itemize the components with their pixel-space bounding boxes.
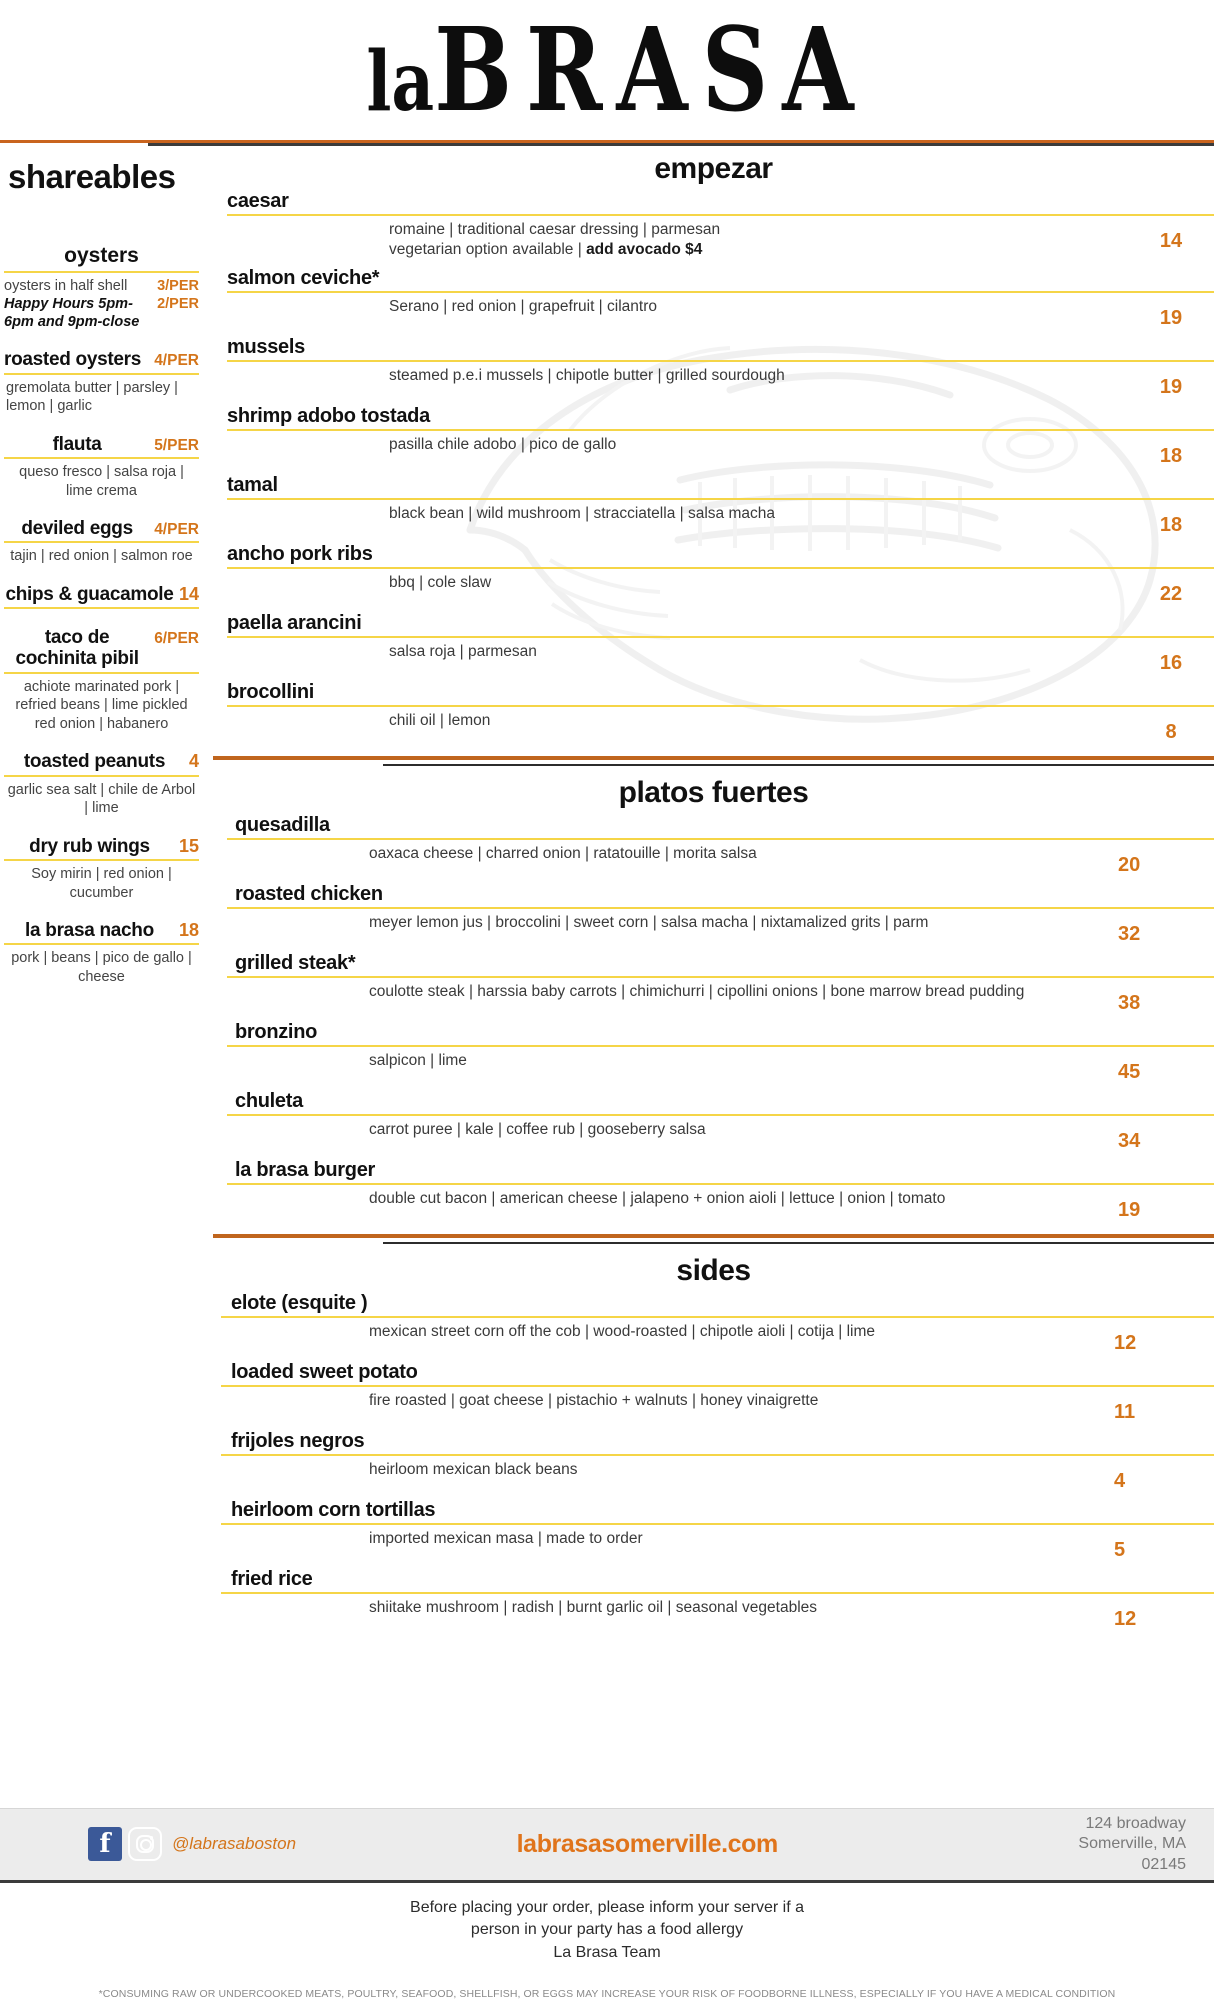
section-title-empezar: empezar [654, 152, 773, 185]
menu-item-price: 34 [1118, 1129, 1141, 1152]
section-title-sides: sides [676, 1253, 751, 1287]
menu-item-body [213, 216, 1214, 267]
menu-item [213, 405, 1214, 474]
menu-item-body [213, 1525, 1214, 1568]
menu-item-name: ancho pork ribs [227, 542, 373, 565]
menu-item-body [213, 569, 1214, 612]
menu-list-empezar [213, 190, 1214, 750]
shareable-price: 5/PER [154, 436, 199, 454]
shareable-description: Soy mirin | red onion | cucumber [31, 865, 172, 901]
menu-item-name: salmon ceviche* [227, 266, 380, 289]
menu-item-body [213, 1185, 1214, 1228]
menu-item-price: 14 [1159, 230, 1183, 252]
address-line-2: Somerville, MA [1078, 1835, 1186, 1853]
menu-item-description: salsa roja | parmesan [389, 642, 537, 660]
menu-item [213, 1090, 1214, 1159]
shareables-list [4, 349, 199, 986]
menu-item-body [213, 1456, 1214, 1499]
shareable-name: la brasa nacho [25, 920, 154, 942]
shareable-price: 4/PER [154, 352, 199, 370]
shareable-name: roasted oysters [4, 349, 142, 371]
menu-item-name: mussels [227, 335, 305, 358]
list-item [4, 518, 199, 566]
list-item [4, 349, 199, 415]
raw-food-disclaimer: *CONSUMING RAW OR UNDERCOOKED MEATS, POULTRY, SEAFOOD, SHELLFISH, OR EGGS MAY INCREASE YOUR RISK OF FOODBORNE ILLNESS, ESPECIALLY IF YOU HAVE A MEDICAL CONDITION [98, 1988, 1116, 2000]
menu-item-body [213, 638, 1214, 681]
menu-item-body [213, 362, 1214, 405]
menu-item-description: carrot puree | kale | coffee rub | gooseberry salsa [369, 1120, 706, 1138]
menu-item-description: coulotte steak | harssia baby carrots | chimichurri | cipollini onions | bone marrow bread pudding [369, 982, 1025, 1000]
menu-item-addon: add avocado $4 [586, 241, 703, 259]
menu-item-body [213, 1387, 1214, 1430]
menu-item-description: heirloom mexican black beans [369, 1460, 578, 1478]
shareable-header [4, 584, 199, 609]
shareable-price: 6/PER [154, 630, 199, 648]
menu-item-body [213, 431, 1214, 474]
menu-item-price: 16 [1159, 651, 1183, 674]
menu-item [213, 1021, 1214, 1090]
menu-item-price: 4 [1114, 1469, 1126, 1492]
menu-item-description: oaxaca cheese | charred onion | ratatouille | morita salsa [369, 844, 757, 862]
menu-item-body [213, 1047, 1214, 1090]
menu-item-description: meyer lemon jus | broccolini | sweet corn | salsa macha | nixtamalized grits | parm [369, 913, 929, 931]
menu-body [0, 146, 1214, 1637]
menu-item-body [213, 293, 1214, 336]
menu-item-name: quesadilla [235, 813, 330, 836]
shareable-price: 18 [178, 920, 199, 941]
menu-item-name: grilled steak* [235, 951, 356, 974]
address-line-1: 124 broadway [1085, 1814, 1186, 1832]
shareable-description: garlic sea salt | chile de Arbol | lime [7, 781, 196, 817]
menu-item [213, 1159, 1214, 1228]
menu-item-price: 12 [1114, 1607, 1137, 1630]
shareable-price: 15 [178, 835, 199, 856]
menu-list-sides [213, 1292, 1214, 1637]
menu-item-name: roasted chicken [235, 882, 383, 905]
shareable-price: 4 [188, 751, 199, 772]
menu-item [213, 952, 1214, 1021]
shareable-description: gremolata butter | parsley | lemon | garlic [6, 379, 178, 415]
menu-item-price: 22 [1159, 582, 1183, 605]
menu-item [213, 1361, 1214, 1430]
menu-item-body [213, 707, 1214, 750]
shareable-header [4, 434, 199, 459]
menu-item-name: bronzino [235, 1020, 318, 1043]
restaurant-address [1078, 1814, 1214, 1875]
menu-item-name: loaded sweet potato [231, 1360, 418, 1383]
shareable-name: flauta [52, 433, 102, 455]
menu-item-description: pasilla chile adobo | pico de gallo [389, 435, 617, 453]
menu-item-description: shiitake mushroom | radish | burnt garlic oil | seasonal vegetables [369, 1598, 818, 1616]
menu-item [213, 336, 1214, 405]
shareable-header [4, 349, 199, 374]
menu-item-body [213, 1116, 1214, 1159]
allergy-notice [0, 1883, 1214, 1964]
logo-la: la [366, 32, 435, 130]
menu-item-body [213, 978, 1214, 1021]
shareable-description: achiote marinated pork | refried beans | lime pickled red onion | habanero [15, 678, 188, 732]
main-column [205, 146, 1214, 1637]
menu-item-description: chili oil | lemon [389, 711, 491, 729]
menu-item-description: bbq | cole slaw [389, 573, 492, 591]
oysters-group [4, 244, 199, 331]
menu-item [213, 814, 1214, 883]
social-handle: @labrasaboston [172, 1834, 297, 1854]
menu-item-price: 38 [1118, 991, 1141, 1014]
allergy-line-1: Before placing your order, please inform your server if a [410, 1898, 804, 1916]
allergy-signature: La Brasa Team [553, 1943, 661, 1961]
shareable-description: pork | beans | pico de gallo | cheese [11, 950, 192, 985]
oyster-label: oysters in half shell [4, 278, 128, 294]
page-footer [0, 1808, 1214, 2000]
shareable-header [4, 920, 199, 945]
menu-item-name: caesar [227, 190, 289, 212]
section-divider-orange-2 [213, 1234, 1214, 1238]
menu-item [213, 1568, 1214, 1637]
menu-item [213, 190, 1214, 267]
list-item [4, 584, 199, 609]
address-line-3: 02145 [1141, 1855, 1186, 1873]
menu-item-name: heirloom corn tortillas [231, 1498, 436, 1521]
shareable-name: deviled eggs [21, 518, 133, 540]
menu-item-name: elote (esquite ) [231, 1291, 368, 1314]
menu-item-name: la brasa burger [235, 1158, 376, 1181]
menu-item-price: 19 [1159, 375, 1183, 398]
website-link[interactable]: labrasasomerville.com [516, 1829, 778, 1858]
menu-item [213, 612, 1214, 681]
shareables-sidebar [0, 146, 205, 1637]
list-item [4, 295, 199, 331]
oysters-rows [4, 273, 199, 331]
menu-item-name: frijoles negros [231, 1429, 365, 1452]
menu-item-name: paella arancini [227, 611, 362, 634]
shareable-name: chips & guacamole [5, 583, 174, 605]
happy-hours-price: 2/PER [157, 296, 199, 313]
menu-item-price: 11 [1114, 1400, 1136, 1423]
menu-item-name: chuleta [235, 1089, 303, 1112]
shareable-header [4, 751, 199, 776]
list-item [4, 751, 199, 817]
menu-item-price: 5 [1114, 1538, 1126, 1561]
menu-item [213, 1292, 1214, 1361]
shareable-price: 14 [178, 583, 199, 604]
logo-brasa: BRASA [434, 2, 868, 138]
allergy-line-2: person in your party has a food allergy [470, 1921, 744, 1939]
shareable-header [4, 518, 199, 543]
section-divider-orange [213, 756, 1214, 760]
menu-item-body [213, 1318, 1214, 1361]
menu-item-description: steamed p.e.i mussels | chipotle butter | grilled sourdough [389, 366, 785, 384]
shareable-name: taco de cochinita pibil [15, 627, 139, 670]
menu-item [213, 1430, 1214, 1499]
menu-item-name: shrimp adobo tostada [227, 404, 430, 427]
menu-item-description: Serano | red onion | grapefruit | cilantro [389, 297, 657, 315]
menu-item-price: 19 [1118, 1198, 1141, 1221]
menu-item-name: brocollini [227, 680, 315, 703]
list-item [4, 627, 199, 733]
instagram-icon[interactable] [128, 1827, 162, 1861]
oysters-group-title: oysters [4, 244, 199, 273]
happy-hours-label: Happy Hours 5pm-6pm and 9pm-close [4, 296, 140, 331]
menu-item [213, 883, 1214, 952]
menu-item-price: 18 [1159, 513, 1183, 536]
menu-item-name: fried rice [231, 1567, 313, 1590]
menu-item [213, 1499, 1214, 1568]
list-item [4, 920, 199, 986]
menu-item [213, 681, 1214, 750]
social-links [0, 1827, 296, 1861]
menu-item [213, 543, 1214, 612]
menu-item-description: imported mexican masa | made to order [369, 1529, 643, 1547]
menu-item-description: mexican street corn off the cob | wood-roasted | chipotle aioli | cotija | lime [369, 1322, 876, 1340]
menu-item-body [213, 500, 1214, 543]
menu-item-body [213, 1594, 1214, 1637]
menu-item-price: 45 [1118, 1060, 1141, 1083]
menu-item-description: double cut bacon | american cheese | jalapeno + onion aioli | lettuce | onion | tomato [369, 1189, 946, 1207]
shareable-description: queso fresco | salsa roja | lime crema [19, 464, 184, 499]
menu-item-price: 12 [1114, 1331, 1137, 1354]
list-item [4, 836, 199, 902]
shareable-header [4, 836, 199, 861]
menu-item-description: fire roasted | goat cheese | pistachio + walnuts | honey vinaigrette [369, 1391, 819, 1409]
menu-item-description: black bean | wild mushroom | stracciatella | salsa macha [389, 504, 775, 522]
menu-item-body [213, 909, 1214, 952]
footer-contact-bar [0, 1808, 1214, 1880]
menu-item-price: 18 [1159, 444, 1183, 467]
menu-item-name: tamal [227, 473, 278, 496]
oyster-price: 3/PER [157, 278, 199, 294]
menu-item-price: 19 [1159, 306, 1183, 329]
list-item [4, 434, 199, 500]
menu-item-price: 20 [1118, 853, 1141, 876]
shareable-price: 4/PER [154, 521, 199, 539]
shareable-name: dry rub wings [29, 835, 150, 857]
facebook-icon[interactable] [88, 1827, 122, 1861]
list-item [4, 277, 199, 295]
menu-item-description: romaine | traditional caesar dressing | parmesan vegetarian option available | add avocado $4 [389, 221, 721, 259]
menu-item-price: 32 [1118, 922, 1141, 945]
menu-list-platos-fuertes [213, 814, 1214, 1228]
shareable-header [4, 627, 199, 674]
section-title-platos-fuertes: platos fuertes [618, 775, 809, 809]
menu-item-body [213, 840, 1214, 883]
shareable-name: toasted peanuts [23, 751, 166, 773]
menu-item-description: salpicon | lime [369, 1051, 467, 1069]
logo-wordmark [366, 2, 868, 138]
brand-logo [0, 0, 1214, 140]
menu-item-price: 8 [1165, 720, 1177, 743]
menu-item [213, 267, 1214, 336]
shareable-description: tajin | red onion | salmon roe [10, 548, 193, 565]
shareables-title: shareables [8, 158, 176, 195]
menu-item [213, 474, 1214, 543]
